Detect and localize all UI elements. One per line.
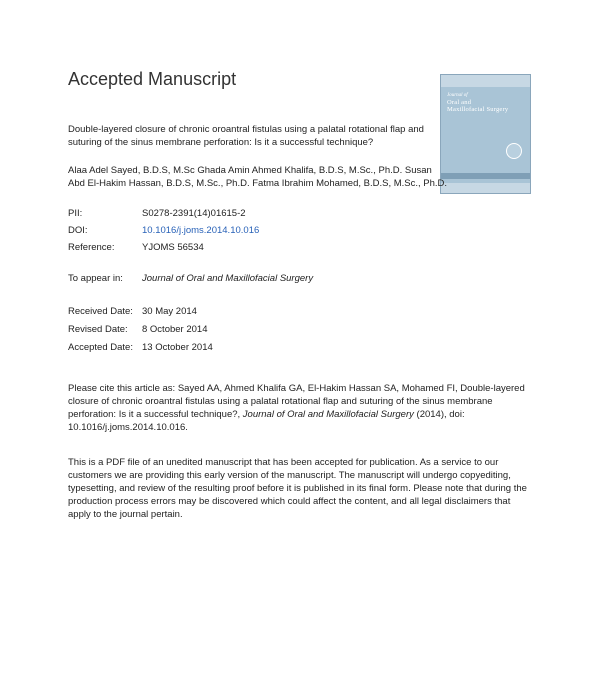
meta-received-value: 30 May 2014	[142, 306, 197, 317]
meta-appear-label: To appear in:	[68, 273, 123, 284]
meta-doi-label: DOI:	[68, 225, 88, 236]
cover-journal-title	[447, 93, 531, 114]
article-title: Double-layered closure of chronic oroantral fistulas using a palatal rotational flap and suturing of the sinus membrane perforation: Is it a successful technique?	[68, 124, 424, 148]
journal-cover-image	[440, 74, 531, 194]
meta-accepted-value: 13 October 2014	[142, 342, 213, 353]
citation-paragraph	[68, 382, 530, 434]
notice-paragraph: This is a PDF file of an unedited manuscript that has been accepted for publication. As a service to our customers we are providing this early version of the manuscript. The manuscript will undergo copyediting, typesetting, and review of the resulting proof before it is published in its final form. Please note that during the production process errors may be discovered which could affect the content, and all legal disclaimers that apply to the journal pertain.	[68, 457, 527, 520]
doi-link[interactable]: 10.1016/j.joms.2014.10.016	[142, 225, 260, 236]
meta-revised-value: 8 October 2014	[142, 324, 208, 335]
meta-pii-value: S0278-2391(14)01615-2	[142, 208, 246, 219]
meta-revised-label: Revised Date:	[68, 324, 128, 335]
meta-reference-label: Reference:	[68, 242, 115, 253]
meta-accepted-label: Accepted Date:	[68, 342, 133, 353]
meta-appear-value: Journal of Oral and Maxillofacial Surgery	[142, 273, 314, 284]
cover-journal-line1: Journal of	[447, 93, 468, 98]
cover-top-strip	[441, 75, 530, 87]
cover-seal-icon	[506, 143, 522, 159]
citation-prefix: Please cite this article as: Sayed AA, Ahmed Khalifa GA, El-Hakim Hassan SA, Mohamed FI, Double-layered closure of chronic oroantral fistulas using a palatal rotational flap and suturing of the sinus membrane perforation: Is it a successful technique?,	[68, 383, 525, 420]
cover-band	[441, 173, 530, 179]
citation-suffix: (2014), doi: 10.1016/j.joms.2014.10.016.	[68, 409, 465, 433]
page-title: Accepted Manuscript	[68, 69, 237, 89]
cover-bottom-strip	[441, 183, 530, 193]
meta-pii-label: PII:	[68, 208, 83, 219]
meta-received-label: Received Date:	[68, 306, 133, 317]
citation-journal: Journal of Oral and Maxillofacial Surgery	[242, 409, 414, 420]
cover-journal-line2: Oral and	[447, 98, 472, 106]
article-authors: Alaa Adel Sayed, B.D.S, M.Sc Ghada Amin Ahmed Khalifa, B.D.S, M.Sc., Ph.D. Susan Abd El-Hakim Hassan, B.D.S, M.Sc., Ph.D. Fatma Ibrahim Mohamed, B.D.S, M.Sc., Ph.D.	[68, 165, 448, 189]
cover-journal-line3: Maxillofacial Surgery	[447, 106, 509, 114]
meta-reference-value: YJOMS 56534	[142, 242, 204, 253]
